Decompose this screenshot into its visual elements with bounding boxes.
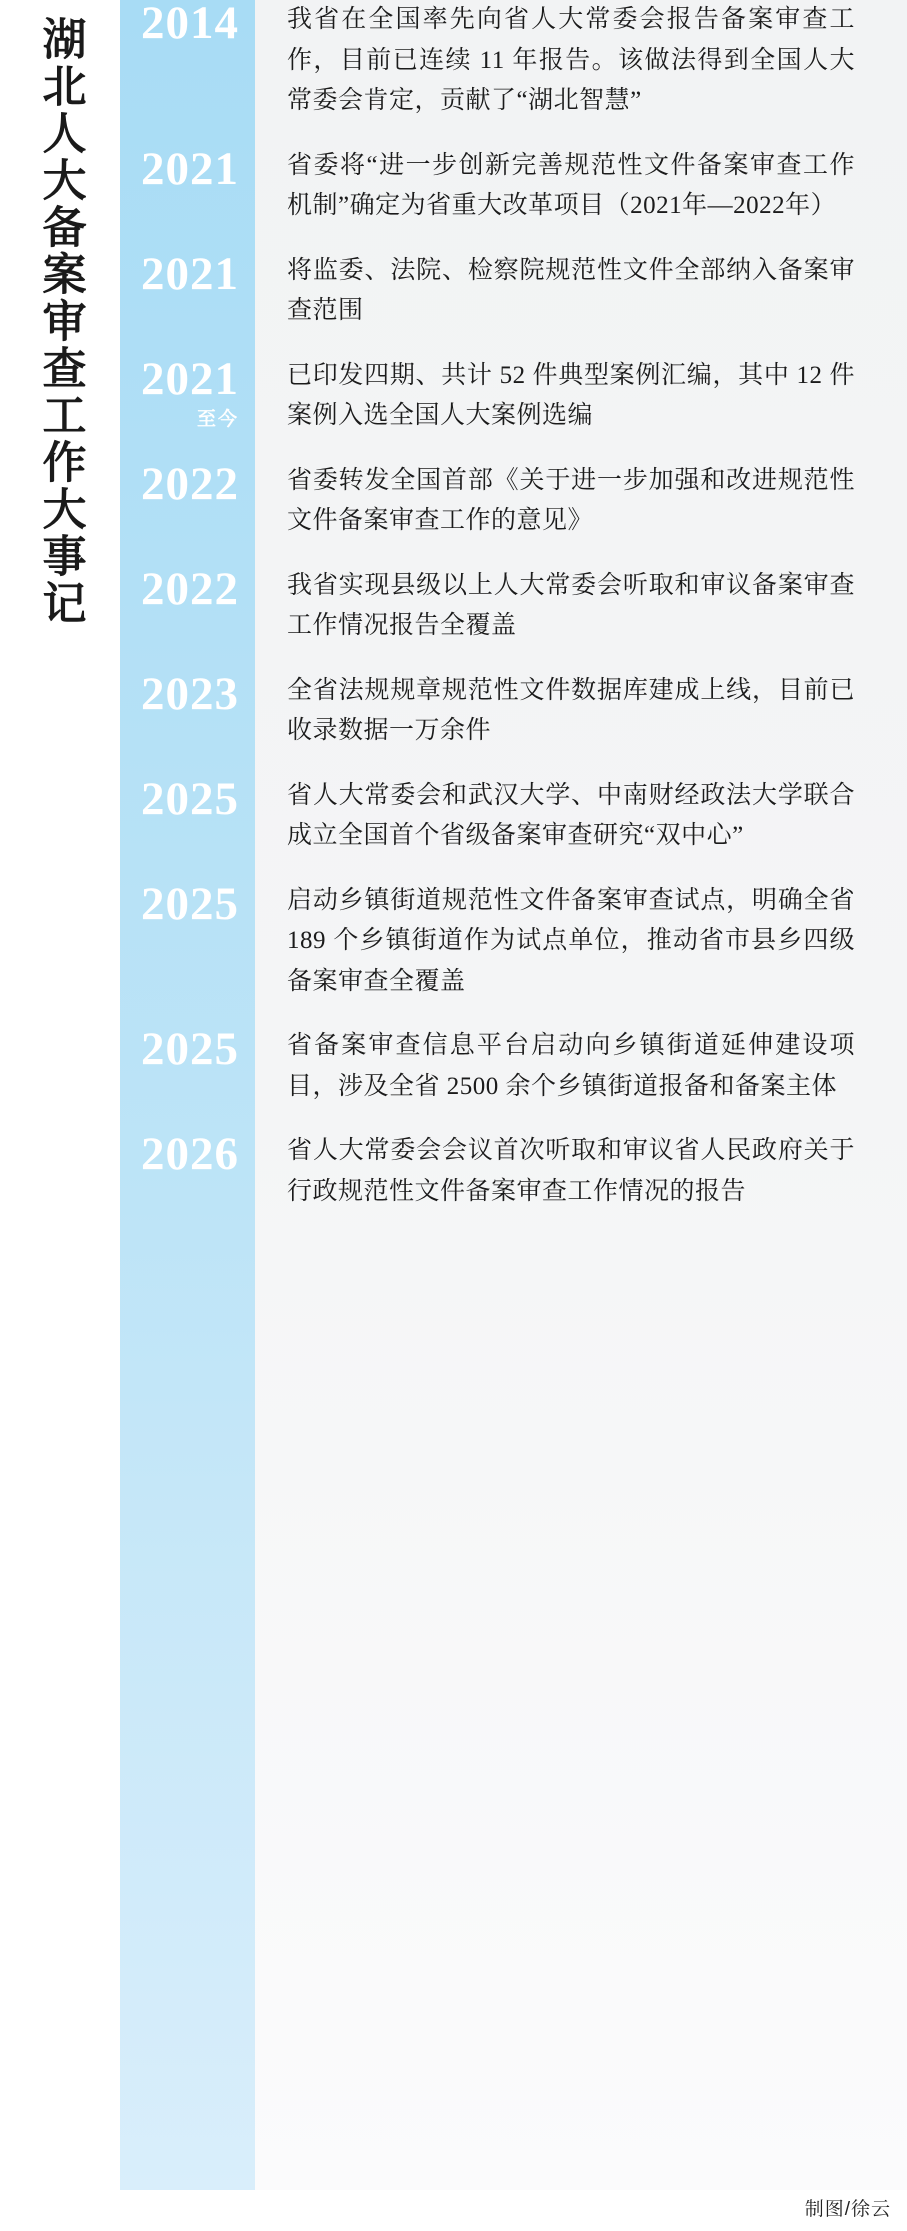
timeline-event-text: 我省在全国率先向省人大常委会报告备案审查工作，目前已连续 11 年报告。该做法得到全国人大常委会肯定，贡献了“湖北智慧” [287,6,855,114]
timeline-entry [120,562,907,647]
timeline-year [120,667,255,720]
timeline-rows [120,0,907,1236]
timeline-year [120,1128,255,1180]
timeline-year [120,352,255,432]
timeline-text-cell [255,1026,907,1107]
timeline-entry [120,352,907,437]
timeline-year-number: 2025 [141,1023,239,1075]
timeline-year-number: 2021 [141,247,239,300]
timeline-text-cell [255,0,907,122]
timeline-text-cell [255,776,907,857]
timeline-year-number: 2025 [141,877,239,930]
timeline-year-number: 2025 [141,772,239,825]
timeline-text-cell [255,566,907,647]
timeline-event-text: 已印发四期、共计 52 件典型案例汇编，其中 12 件案例入选全国人大案例选编 [287,361,855,429]
credit-label: 制图/徐云 [804,2199,891,2220]
timeline-event-text: 省备案审查信息平台启动向乡镇街道延伸建设项目，涉及全省 2500 余个乡镇街道报备和备案主体 [287,1032,855,1100]
timeline-year-number: 2026 [141,1128,239,1180]
timeline-entry [120,772,907,857]
title-panel [0,0,120,2190]
timeline-event-text: 将监委、法院、检察院规范性文件全部纳入备案审查范围 [287,256,855,324]
timeline-entry [120,457,907,542]
timeline-event-text: 省委转发全国首部《关于进一步加强和改进规范性文件备案审查工作的意见》 [287,466,855,534]
timeline-event-text: 我省实现县级以上人大常委会听取和审议备案审查工作情况报告全覆盖 [287,571,855,639]
page-title: 湖北人大备案审查工作大事记 [35,16,85,627]
bottom-strip [0,2190,907,2231]
timeline-entry [120,142,907,227]
timeline-year-number: 2023 [141,667,239,720]
timeline-year-number: 2022 [141,457,239,510]
timeline-text-cell [255,146,907,227]
timeline-entry [120,0,907,122]
timeline-event-text: 省人大常委会和武汉大学、中南财经政法大学联合成立全国首个省级备案审查研究“双中心” [287,781,855,849]
timeline-year-number: 2021 [141,142,239,195]
timeline-text-cell [255,251,907,332]
timeline-year-number: 2014 [141,0,239,49]
timeline-text-cell [255,1131,907,1212]
timeline-entry [120,247,907,332]
timeline-event-text: 全省法规规章规范性文件数据库建成上线，目前已收录数据一万余件 [287,676,855,744]
timeline-year [120,877,255,930]
timeline-entry [120,1023,907,1107]
timeline-text-cell [255,671,907,752]
timeline-year [120,1023,255,1075]
timeline-year [120,562,255,615]
timeline-year-number: 2022 [141,562,239,615]
timeline-year [120,247,255,300]
timeline-year-number: 2021 [141,352,239,405]
timeline-entry [120,877,907,1003]
timeline-text-cell [255,461,907,542]
timeline-year [120,457,255,510]
timeline-event-text: 省人大常委会会议首次听取和审议省人民政府关于行政规范性文件备案审查工作情况的报告 [287,1137,855,1205]
timeline-event-text: 启动乡镇街道规范性文件备案审查试点，明确全省 189 个乡镇街道作为试点单位，推动省市县乡四级备案审查全覆盖 [287,886,855,995]
timeline-text-cell [255,356,907,437]
timeline-year [120,772,255,825]
timeline-year-note: 至今 [196,408,239,430]
timeline-text-cell [255,881,907,1003]
timeline-year [120,142,255,195]
timeline-event-text: 省委将“进一步创新完善规范性文件备案审查工作机制”确定为省重大改革项目（2021年—2022年） [287,151,855,219]
timeline-entry [120,1128,907,1212]
timeline-year [120,0,255,47]
timeline-entry [120,667,907,752]
